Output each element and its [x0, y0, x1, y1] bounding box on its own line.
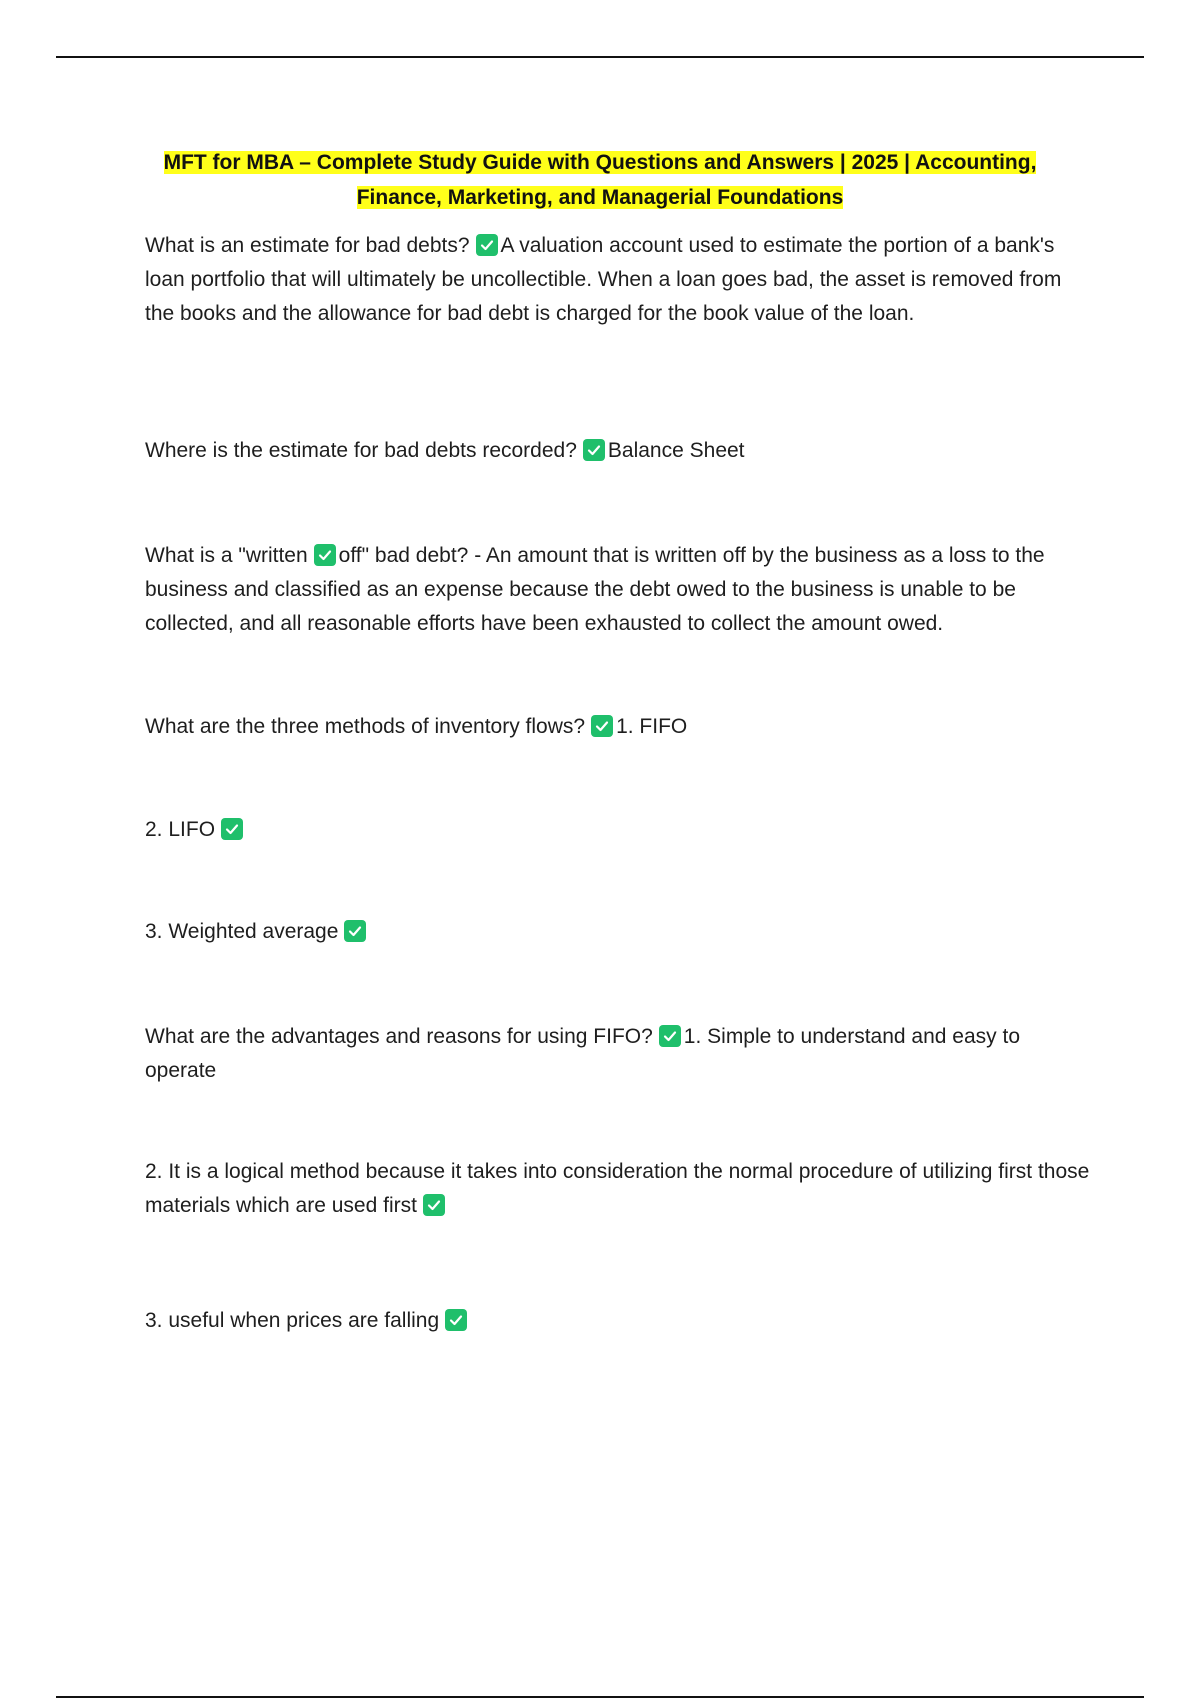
answer-text: 1. Simple to understand and easy to operate	[145, 1025, 1021, 1082]
qa-item-5	[145, 813, 1090, 847]
qa-item-8	[145, 1155, 1090, 1223]
qa-item-1	[145, 229, 1090, 331]
check-mark-icon	[591, 715, 613, 737]
page-title	[150, 145, 1050, 215]
answer-text: off" bad debt? - An amount that is written off by the business as a loss to the business and classified as an expense because the debt owed to the business is unable to be collected, and all reasonable efforts have been exhausted to collect the amount owed.	[145, 544, 1045, 635]
qa-item-4	[145, 710, 1090, 744]
qa-item-9	[145, 1304, 1090, 1338]
list-text: 2. It is a logical method because it takes into consideration the normal procedure of utilizing first those materials which are used first	[145, 1160, 1090, 1217]
list-text: 2. LIFO	[145, 818, 216, 841]
question-text: Where is the estimate for bad debts recorded?	[145, 439, 577, 462]
check-mark-icon	[476, 234, 498, 256]
qa-item-3	[145, 539, 1090, 641]
qa-item-2	[145, 434, 1090, 468]
check-mark-icon	[445, 1309, 467, 1331]
check-mark-icon	[344, 920, 366, 942]
qa-item-7	[145, 1020, 1090, 1088]
title-line-1: MFT for MBA – Complete Study Guide with Questions and Answers | 2025 | Accounting,	[163, 151, 1037, 174]
answer-text: 1. FIFO	[616, 715, 688, 738]
footer-rule	[56, 1696, 1144, 1698]
list-text: 3. useful when prices are falling	[145, 1309, 440, 1332]
title-line-2: Finance, Marketing, and Managerial Foundations	[356, 186, 844, 209]
qa-item-6	[145, 915, 1090, 949]
question-text: What is an estimate for bad debts?	[145, 234, 470, 257]
header-rule	[56, 56, 1144, 58]
question-text: What is a "written	[145, 544, 308, 567]
list-text: 3. Weighted average	[145, 920, 339, 943]
check-mark-icon	[221, 818, 243, 840]
answer-text: Balance Sheet	[607, 439, 745, 462]
check-mark-icon	[423, 1194, 445, 1216]
check-mark-icon	[314, 544, 336, 566]
question-text: What are the three methods of inventory flows?	[145, 715, 586, 738]
check-mark-icon	[659, 1025, 681, 1047]
check-mark-icon	[583, 439, 605, 461]
question-text: What are the advantages and reasons for using FIFO?	[145, 1025, 653, 1048]
answer-text: A valuation account used to estimate the portion of a bank's loan portfolio that will ultimately be uncollectible. When a loan goes bad, the asset is removed from the books and the allowance for bad debt is charged for the book value of the loan.	[145, 234, 1062, 325]
